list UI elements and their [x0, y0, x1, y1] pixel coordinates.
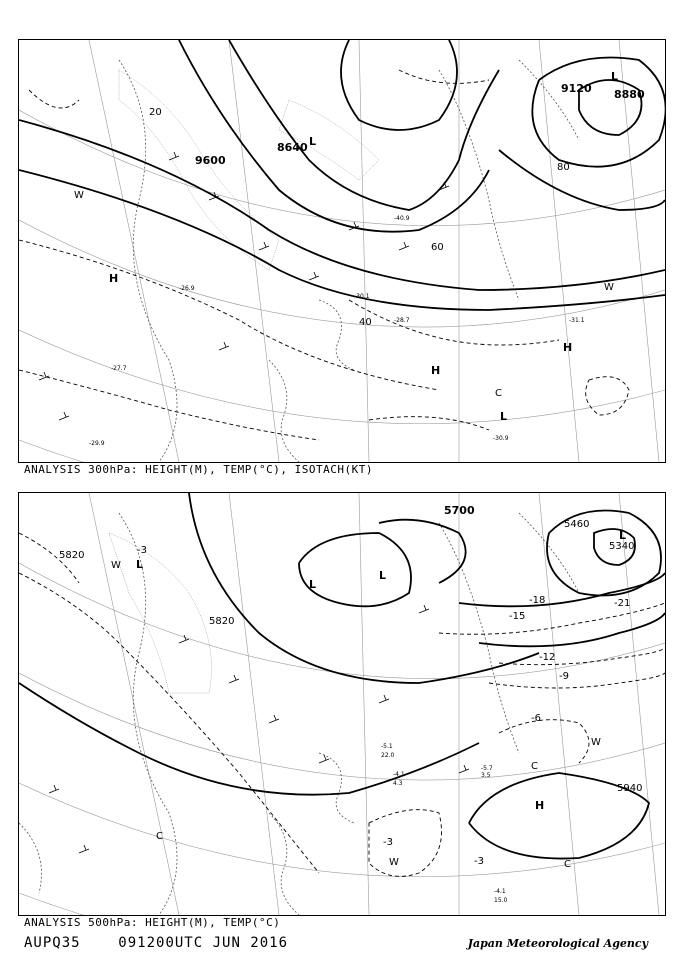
- height-label-8640: 8640: [277, 141, 308, 154]
- low-center: L: [379, 569, 387, 582]
- high-center: H: [535, 799, 545, 812]
- low-center: L: [309, 135, 317, 148]
- height-label-5340: 5340: [609, 541, 635, 552]
- isotach-label: 80: [557, 162, 570, 173]
- chart-id-footer: [24, 935, 288, 951]
- isotach-label: 20: [149, 107, 162, 118]
- temp-label: -30.9: [493, 435, 509, 442]
- station-value: -4.1: [494, 888, 506, 895]
- temp-label: -21: [614, 598, 631, 609]
- low-center: L: [619, 529, 627, 542]
- warm-center: W: [74, 190, 84, 201]
- map-500hpa: [18, 492, 666, 916]
- coastline: [119, 60, 579, 462]
- isotach-label: 40: [359, 317, 372, 328]
- caption-300hpa: ANALYSIS 300hPa: HEIGHT(M), TEMP(°C), ISOTACH(KT): [24, 463, 374, 476]
- temp-label: -27.7: [111, 365, 127, 372]
- station-value: -5.7: [481, 765, 493, 772]
- station-value: -4.1: [393, 771, 405, 778]
- map-300hpa-canvas: [19, 40, 665, 462]
- temp-label: -3: [383, 837, 393, 848]
- temp-label: -31.1: [569, 317, 585, 324]
- height-label-5820: 5820: [209, 616, 235, 627]
- isotherms: [19, 70, 629, 440]
- chart-datetime: 091200UTC JUN 2016: [118, 935, 289, 951]
- temp-label: -15: [509, 611, 526, 622]
- high-center: H: [109, 272, 119, 285]
- coastline: [19, 513, 579, 915]
- temp-label: -3: [137, 545, 147, 556]
- temp-label: -29.9: [89, 440, 105, 447]
- station-value: -5.1: [381, 743, 393, 750]
- cold-center: C: [531, 761, 538, 772]
- graticule: [19, 40, 665, 462]
- warm-center: W: [389, 857, 399, 868]
- temp-label: -26.9: [179, 285, 195, 292]
- warm-center: W: [604, 282, 614, 293]
- wind-barbs: [49, 605, 469, 853]
- caption-500hpa: ANALYSIS 500hPa: HEIGHT(M), TEMP(°C): [24, 916, 281, 929]
- high-center: H: [431, 364, 441, 377]
- cold-center: C: [564, 859, 571, 870]
- low-center: L: [500, 410, 508, 423]
- temp-label: -30.1: [354, 293, 370, 300]
- height-label-5940: 5940: [617, 783, 643, 794]
- high-center: H: [563, 341, 573, 354]
- temp-label: -18: [529, 595, 546, 606]
- temp-label: -28.7: [394, 317, 410, 324]
- height-label-8880: 8880: [614, 88, 645, 101]
- cold-center: C: [156, 831, 163, 842]
- temp-label: -40.9: [394, 215, 410, 222]
- temp-label: -3: [474, 856, 484, 867]
- isotherms: [19, 533, 665, 876]
- low-center: L: [309, 578, 317, 591]
- temp-label: -6: [531, 713, 541, 724]
- height-label-5820: 5820: [59, 550, 85, 561]
- map-500hpa-canvas: [19, 493, 665, 915]
- station-value: 4.3: [393, 780, 403, 787]
- station-value: 3.5: [481, 772, 491, 779]
- agency-name: Japan Meteorological Agency: [467, 937, 648, 950]
- height-label-5700: 5700: [444, 504, 475, 517]
- isotach-label: 60: [431, 242, 444, 253]
- height-label-9600: 9600: [195, 154, 226, 167]
- temp-label: -9: [559, 671, 569, 682]
- low-center: L: [611, 70, 619, 83]
- chart-code: AUPQ35: [24, 935, 81, 951]
- graticule: [19, 493, 665, 915]
- height-label-9120: 9120: [561, 82, 592, 95]
- cold-center: C: [495, 388, 502, 399]
- height-label-5460: 5460: [564, 519, 590, 530]
- temp-label: -12: [539, 652, 556, 663]
- low-center: L: [136, 558, 144, 571]
- warm-center: W: [111, 560, 121, 571]
- jet-core-area: [119, 70, 379, 270]
- station-value: 15.0: [494, 897, 508, 904]
- grid-shading: [109, 533, 212, 693]
- height-contours: [19, 40, 665, 310]
- warm-center: W: [591, 737, 601, 748]
- map-300hpa: [18, 39, 666, 463]
- station-value: 22.0: [381, 752, 395, 759]
